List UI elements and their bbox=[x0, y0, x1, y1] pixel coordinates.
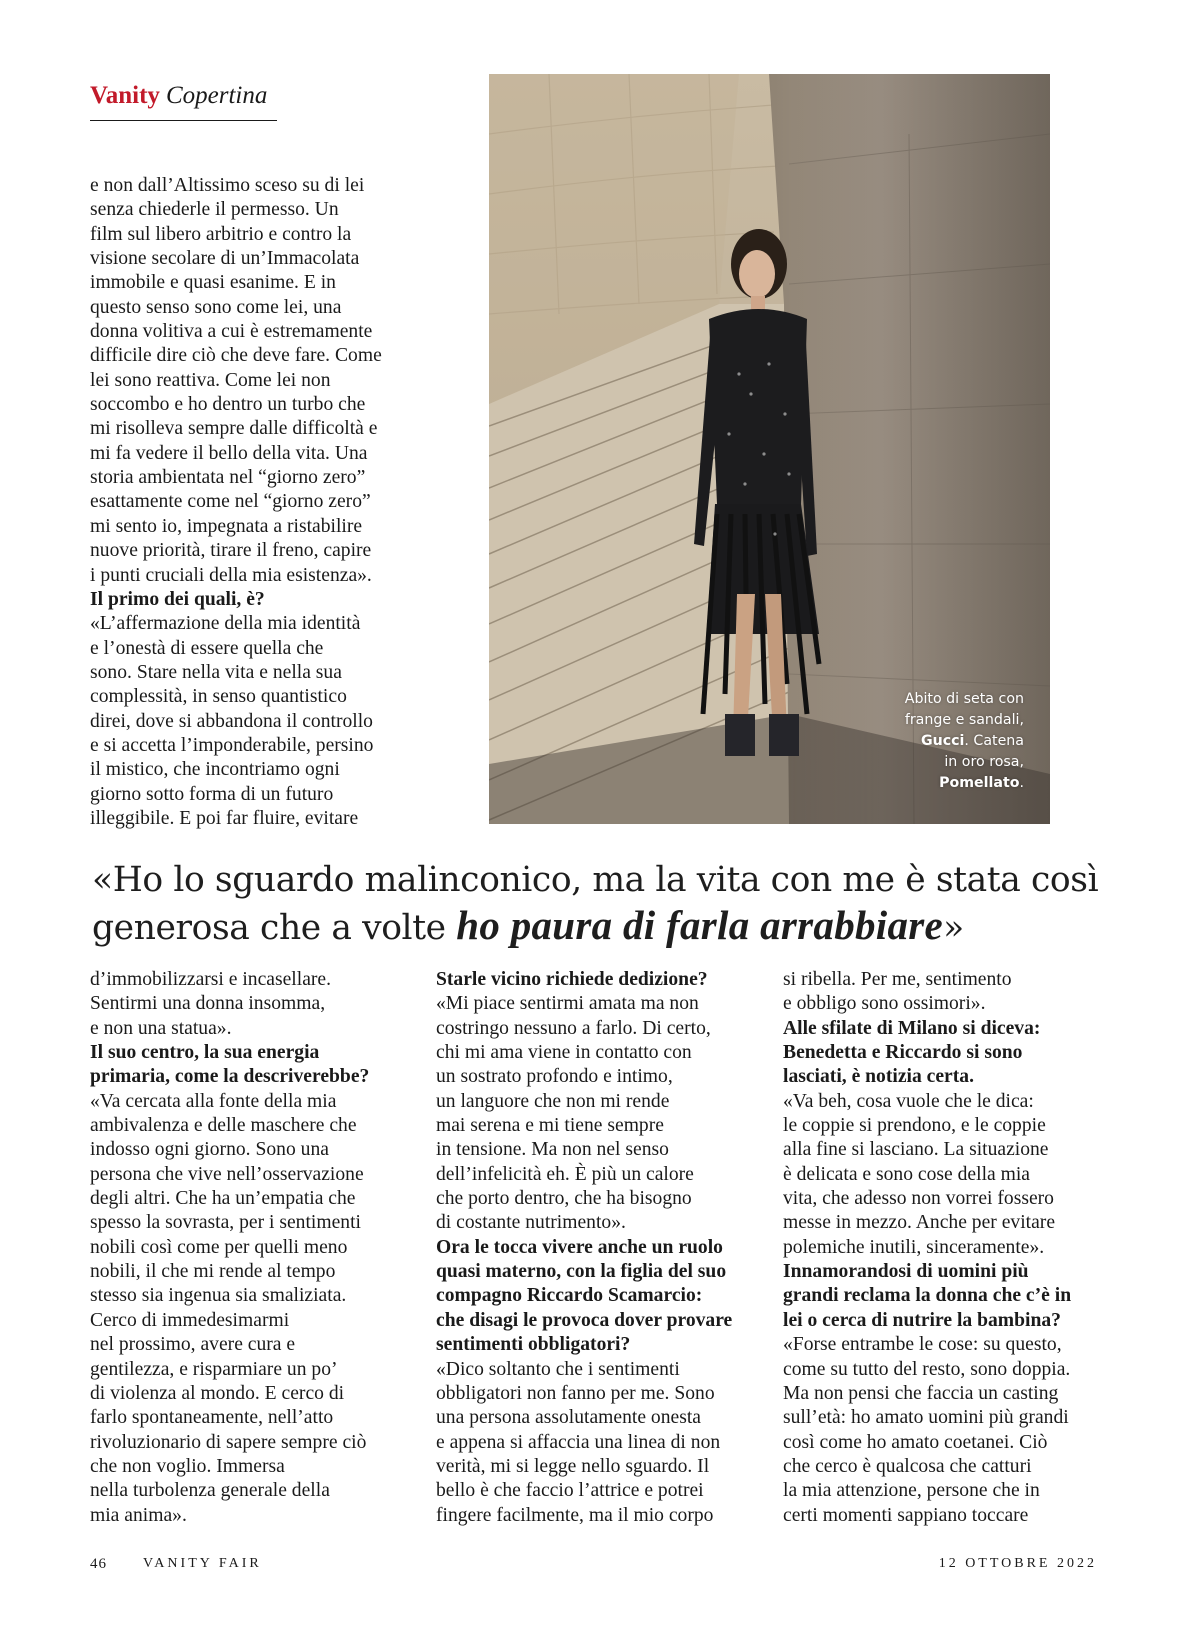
text-line: bello è che faccio l’attrice e potrei bbox=[436, 1480, 704, 1502]
text-line: nella turbolenza generale della bbox=[90, 1480, 330, 1502]
text-line: senza chiederle il permesso. Un bbox=[90, 199, 339, 221]
text-line: costringo nessuno a farlo. Di certo, bbox=[436, 1017, 711, 1039]
text-line: degli altri. Che ha un’empatia che bbox=[90, 1188, 356, 1210]
article-column-2 bbox=[90, 968, 400, 1528]
text-line: rivoluzionario di sapere sempre ciò bbox=[90, 1431, 367, 1453]
text-line: i punti cruciali della mia esistenza». bbox=[90, 564, 372, 586]
text-line: e appena si affaccia una linea di non bbox=[436, 1431, 721, 1453]
text-line: di costante nutrimento». bbox=[436, 1212, 626, 1234]
text-line: si ribella. Per me, sentimento bbox=[783, 969, 1012, 990]
text-line: dell’infelicità eh. È più un calore bbox=[436, 1163, 694, 1185]
text-line: ambivalenza e delle maschere che bbox=[90, 1115, 357, 1137]
question-line: lasciati, è notizia certa. bbox=[783, 1066, 974, 1088]
text-line: Ma non pensi che faccia un casting bbox=[783, 1382, 1059, 1404]
text-line: mia anima». bbox=[90, 1504, 187, 1526]
caption-brand: Pomellato bbox=[939, 775, 1020, 791]
text-line: spesso la sovrasta, per i sentimenti bbox=[90, 1212, 361, 1234]
text-line: è delicata e sono cose della mia bbox=[783, 1163, 1030, 1185]
text-line: lei sono reattiva. Come lei non bbox=[90, 369, 331, 391]
question-line: Innamorandosi di uomini più bbox=[783, 1261, 1029, 1283]
text-line: e obbligo sono ossimori». bbox=[783, 993, 986, 1015]
caption-line bbox=[905, 752, 1024, 773]
question-line: Starle vicino richiede dedizione? bbox=[436, 969, 708, 990]
magazine-name: VANITY FAIR bbox=[143, 1556, 262, 1571]
caption-text: in oro rosa, bbox=[944, 754, 1024, 770]
caption-line bbox=[905, 731, 1024, 752]
text-line: nel prossimo, avere cura e bbox=[90, 1334, 296, 1356]
caption-text: Abito di seta con bbox=[904, 691, 1024, 707]
text-line: la mia attenzione, persone che in bbox=[783, 1480, 1040, 1502]
question-line: sentimenti obbligatori? bbox=[436, 1334, 631, 1356]
question-line: Alle sfilate di Milano si diceva: bbox=[783, 1017, 1041, 1039]
article-column-4 bbox=[783, 968, 1103, 1528]
text-line: così come ho amato coetanei. Ciò bbox=[783, 1431, 1048, 1453]
caption-line bbox=[905, 710, 1024, 731]
question-line: Ora le tocca vivere anche un ruolo bbox=[436, 1236, 723, 1258]
text-line: polemiche inutili, sinceramente». bbox=[783, 1236, 1045, 1258]
text-line: che cerco è qualcosa che catturi bbox=[783, 1455, 1032, 1477]
text-line: e si accetta l’imponderabile, persino bbox=[90, 734, 374, 756]
text-line: messe in mezzo. Anche per evitare bbox=[783, 1212, 1056, 1234]
article-column-3 bbox=[436, 968, 746, 1528]
pull-quote-close: » bbox=[943, 908, 964, 948]
text-line: una persona assolutamente onesta bbox=[436, 1407, 701, 1429]
text-line: «Dico soltanto che i sentimenti bbox=[436, 1358, 680, 1380]
text-line: in tensione. Ma non nel senso bbox=[436, 1139, 669, 1161]
article-column-1 bbox=[90, 174, 420, 831]
text-line: obbligatori non fanno per me. Sono bbox=[436, 1382, 715, 1404]
text-line: e non una statua». bbox=[90, 1017, 232, 1039]
text-line: Cerco di immedesimarmi bbox=[90, 1309, 290, 1331]
text-line: complessità, in senso quantistico bbox=[90, 686, 347, 708]
caption-brand: Gucci bbox=[920, 733, 965, 749]
text-line: nuove priorità, tirare il freno, capire bbox=[90, 540, 372, 562]
text-line: mi fa vedere il bello della vita. Una bbox=[90, 442, 368, 464]
text-line: «Va cercata alla fonte della mia bbox=[90, 1090, 337, 1112]
text-line: indosso ogni giorno. Sono una bbox=[90, 1139, 329, 1161]
text-line: verità, mi si legge nello sguardo. Il bbox=[436, 1455, 710, 1477]
text-line: chi mi ama viene in contatto con bbox=[436, 1042, 692, 1064]
pull-quote bbox=[92, 858, 1099, 951]
question-line: Benedetta e Riccardo si sono bbox=[783, 1042, 1023, 1064]
question-line: quasi materno, con la figlia del suo bbox=[436, 1261, 727, 1283]
text-line: alla fine si lasciano. La situazione bbox=[783, 1139, 1049, 1161]
text-line: «L’affermazione della mia identità bbox=[90, 613, 361, 635]
text-line: donna volitiva a cui è estremamente bbox=[90, 321, 373, 343]
text-line: mi risolleva sempre dalle difficoltà e bbox=[90, 418, 378, 440]
caption-text: . bbox=[1019, 775, 1024, 791]
section-name: Copertina bbox=[165, 82, 268, 109]
text-line: sono. Stare nella vita e nella sua bbox=[90, 661, 342, 683]
text-line: che porto dentro, che ha bisogno bbox=[436, 1188, 692, 1210]
text-line: vita, che adesso non vorrei fossero bbox=[783, 1188, 1054, 1210]
text-line: soccombo e ho dentro un turbo che bbox=[90, 394, 366, 416]
text-line: stesso sia ingenua sia smaliziata. bbox=[90, 1285, 347, 1307]
text-line: il mistico, che incontriamo ogni bbox=[90, 759, 340, 781]
question-line: compagno Riccardo Scamarcio: bbox=[436, 1285, 703, 1307]
text-line: direi, dove si abbandona il controllo bbox=[90, 710, 373, 732]
question-line: che disagi le provoca dover provare bbox=[436, 1309, 733, 1331]
pull-quote-line-1: «Ho lo sguardo malinconico, ma la vita con me è stata così bbox=[92, 860, 1099, 900]
pull-quote-line-2 bbox=[92, 903, 1092, 951]
caption-line bbox=[905, 689, 1024, 710]
issue-date: 12 OTTOBRE 2022 bbox=[938, 1556, 1097, 1571]
caption-line bbox=[905, 773, 1024, 794]
text-line: difficile dire ciò che deve fare. Come bbox=[90, 345, 382, 367]
text-line: mai serena e mi tiene sempre bbox=[436, 1115, 664, 1137]
pull-quote-emphasis: ho paura di farla arrabbiare bbox=[456, 902, 944, 948]
pull-quote-line-2-text: generosa che a volte bbox=[92, 908, 457, 948]
text-line: che non voglio. Immersa bbox=[90, 1455, 285, 1477]
text-line: «Va beh, cosa vuole che le dica: bbox=[783, 1090, 1034, 1112]
text-line: sull’età: ho amato uomini più grandi bbox=[783, 1407, 1069, 1429]
text-line: come su tutto del resto, sono doppia. bbox=[783, 1358, 1071, 1380]
text-line: Sentirmi una donna insomma, bbox=[90, 993, 326, 1015]
text-line: questo senso sono come lei, una bbox=[90, 296, 342, 318]
text-line: d’immobilizzarsi e incasellare. bbox=[90, 969, 332, 990]
text-line: le coppie si prendono, e le coppie bbox=[783, 1115, 1046, 1137]
text-line: fingere facilmente, ma il mio corpo bbox=[436, 1504, 714, 1526]
text-line: di violenza al mondo. E cerco di bbox=[90, 1382, 345, 1404]
text-line: e non dall’Altissimo sceso su di lei bbox=[90, 175, 365, 196]
caption-text: frange e sandali, bbox=[904, 712, 1024, 728]
text-line: esattamente come nel “giorno zero” bbox=[90, 491, 371, 513]
text-line: film sul libero arbitrio e contro la bbox=[90, 223, 352, 245]
text-line: mi sento io, impegnata a ristabilire bbox=[90, 515, 363, 537]
text-line: «Forse entrambe le cose: su questo, bbox=[783, 1334, 1062, 1356]
question-line: lei o cerca di nutrire la bambina? bbox=[783, 1309, 1061, 1331]
photo-caption bbox=[905, 689, 1024, 794]
page-number: 46 bbox=[90, 1556, 107, 1572]
text-line: certi momenti sappiano toccare bbox=[783, 1504, 1029, 1526]
text-line: storia ambientata nel “giorno zero” bbox=[90, 467, 366, 489]
text-line: «Mi piace sentirmi amata ma non bbox=[436, 993, 699, 1015]
caption-text: . Catena bbox=[964, 733, 1024, 749]
text-line: farlo spontaneamente, nell’atto bbox=[90, 1407, 334, 1429]
text-line: e l’onestà di essere quella che bbox=[90, 637, 324, 659]
question-line: primaria, come la descriverebbe? bbox=[90, 1066, 370, 1088]
text-line: un languore che non mi rende bbox=[436, 1090, 670, 1112]
text-line: nobili, il che mi rende al tempo bbox=[90, 1261, 336, 1283]
text-line: immobile e quasi esanime. E in bbox=[90, 272, 336, 294]
question-line: Il suo centro, la sua energia bbox=[90, 1042, 320, 1064]
text-line: un sostrato profondo e intimo, bbox=[436, 1066, 673, 1088]
section-brand: Vanity bbox=[90, 82, 160, 109]
text-line: visione secolare di un’Immacolata bbox=[90, 248, 360, 270]
text-line: illeggibile. E poi far fluire, evitare bbox=[90, 807, 359, 829]
text-line: gentilezza, e risparmiare un po’ bbox=[90, 1358, 338, 1380]
question-line: grandi reclama la donna che c’è in bbox=[783, 1285, 1072, 1307]
text-line: giorno sotto forma di un futuro bbox=[90, 783, 334, 805]
text-line: nobili così come per quelli meno bbox=[90, 1236, 348, 1258]
section-header bbox=[90, 82, 277, 121]
text-line: persona che vive nell’osservazione bbox=[90, 1163, 364, 1185]
question-line: Il primo dei quali, è? bbox=[90, 588, 265, 610]
cover-photo bbox=[489, 74, 1050, 824]
